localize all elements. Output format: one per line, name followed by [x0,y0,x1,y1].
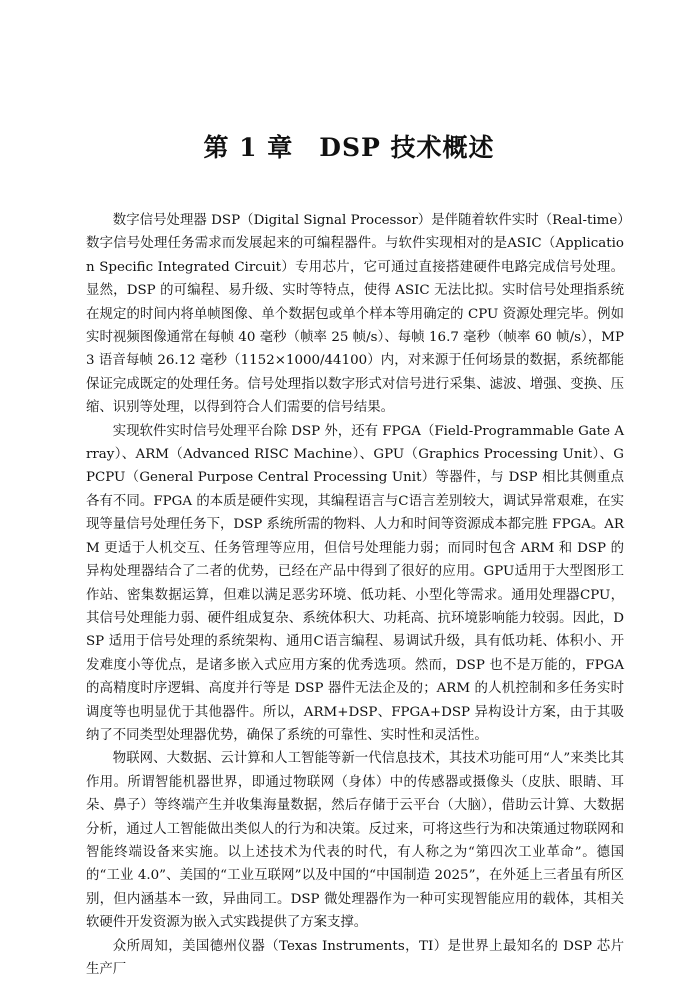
paragraph-3: 物联网、大数据、云计算和人工智能等新一代信息技术，其技术功能可用“人”来类比其作用。所谓智能机器世界，即通过物联网（身体）中的传感器或摄像头（皮肤、眼睛、耳朵、鼻子）等终端产生并收集海量数据，然后存储于云平台（大脑），借助云计算、大数据分析，通过人工智能做出类似人的行为和决策。反过来，可将这些行为和决策通过物联网和智能终端设备来实施。以上述技术为代表的时代，有人称之为“第四次工业革命”。德国的“工业 4.0”、美国的“工业互联网”以及中国的“中国制造 2025”，在外延上三者虽有所区别，但内涵基本一致，异曲同工。DSP 微处理器作为一种可实现智能应用的载体，其相关软硬件开发资源为嵌入式实践提供了方案支撑。 [86,751,624,931]
paragraph-1: 数字信号处理器 DSP（Digital Signal Processor）是伴随着软件实时（Real-time）数字信号处理任务需求而发展起来的可编程器件。与软件实现相对的是ASIC（Application Specific Integrated Circuit）专用芯片，它可通过直接搭建硬件电路完成信号处理。显然，DSP 的可编程、易升级、实时等特点，使得 ASIC 无法比拟。实时信号处理指系统在规定的时间内将单帧图像、单个数据包或单个样本等用确定的 CPU 资源处理完毕。例如实时视频图像通常在每帧 40 毫秒（帧率 25 帧/s）、每帧 16.7 毫秒（帧率 60 帧/s），MP3 语音每帧 26.12 毫秒（1152×1000/44100）内，对来源于任何场景的数据，系统都能保证完成既定的处理任务。信号处理指以数字形式对信号进行采集、滤波、增强、变换、压缩、识别等处理，以得到符合人们需要的信号结果。 [86,213,624,416]
body-text [86,209,624,981]
paragraph-2: 实现软件实时信号处理平台除 DSP 外，还有 FPGA（Field-Programmable Gate Array）、ARM（Advanced RISC Machine）、GPU（Graphics Processing Unit）、GPCPU（General Purpose Central Processing Unit）等器件，与 DSP 相比其侧重点各有不同。FPGA 的本质是硬件实现，其编程语言与C语言差别较大，调试异常艰难，在实现等量信号处理任务下，DSP 系统所需的物料、人力和时间等资源成本都完胜 FPGA。ARM 更适于人机交互、任务管理等应用，但信号处理能力弱；而同时包含 ARM 和 DSP 的异构处理器结合了二者的优势，已经在产品中得到了很好的应用。GPU适用于大型图形工作站、密集数据运算，但难以满足恶劣环境、低功耗、小型化等需求。通用处理器CPU，其信号处理能力弱、硬件组成复杂、系统体积大、功耗高、抗环境影响能力较弱。因此，DSP 适用于信号处理的系统架构、通用C语言编程、易调试升级，具有低功耗、体积小、开发难度小等优点，是诸多嵌入式应用方案的优秀选项。然而，DSP 也不是万能的，FPGA 的高精度时序逻辑、高度并行等是 DSP 器件无法企及的；ARM 的人机控制和多任务实时调度等也明显优于其他器件。所以，ARM+DSP、FPGA+DSP 异构设计方案，由于其吸纳了不同类型处理器优势，确保了系统的可靠性、实时性和灵活性。 [86,423,624,743]
chapter-title: 第 1 章 DSP 技术概述 [203,133,495,162]
paragraph-4: 众所周知，美国德州仪器（Texas Instruments，TI）是世界上最知名的 DSP 芯片生产厂 [86,938,624,977]
